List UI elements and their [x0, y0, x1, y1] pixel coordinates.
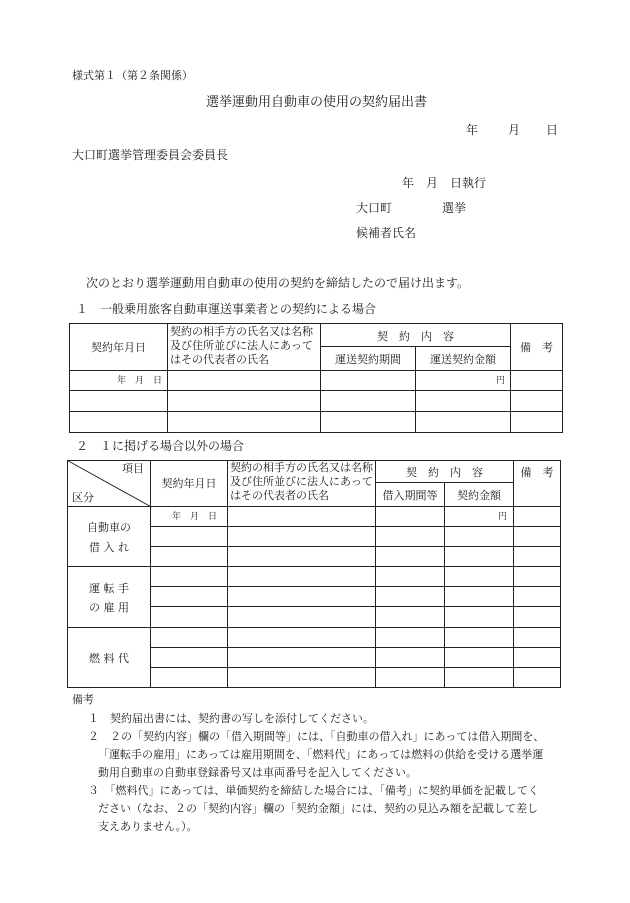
s2-col-party: 契約の相手方の氏名又は名称及び住所並びに法人にあってはその代表者の氏名	[230, 461, 373, 502]
s1-col-party: 契約の相手方の氏名又は名称及び住所並びに法人にあってはその代表者の氏名	[170, 325, 313, 366]
s1-row-yen: 円	[496, 376, 506, 386]
note-3-line1: ３ 「燃料代」にあっては、単価契約を締結した場合には、「備考」に契約単価を記載してく	[88, 784, 539, 797]
note-2-line2: 「運転手の雇用」にあっては雇用期間を、「燃料代」にあっては燃料の供給を受ける選挙運	[98, 748, 544, 761]
s2-col-period: 借入期間等	[382, 489, 438, 502]
s1-col-amount: 運送契約金額	[430, 353, 496, 366]
s2-col-kubun: 区分	[72, 491, 94, 504]
s2-col-item: 項目	[122, 462, 144, 475]
group-car-rental-line1: 自動車の	[87, 521, 131, 534]
s2-col-date: 契約年月日	[161, 477, 217, 490]
s1-col-contract: 契 約 内 容	[377, 330, 454, 343]
group-driver-line1: 運 転 手	[89, 582, 129, 595]
note-3-line3: 支えありません。）。	[98, 820, 198, 833]
s1-col-date: 契約年月日	[91, 341, 146, 354]
election-town: 大口町	[356, 201, 393, 215]
section1-heading: １ 一般乗用旅客自動車運送事業者との契約による場合	[76, 302, 377, 316]
intro-text: 次のとおり選挙運動用自動車の使用の契約を締結したので届け出ます。	[86, 276, 470, 290]
s2-col-contract: 契 約 内 容	[406, 466, 483, 479]
addressee: 大口町選挙管理委員会委員長	[72, 148, 229, 162]
group-car-rental-line2: 借 入 れ	[89, 541, 129, 554]
date-month: 月	[508, 123, 521, 137]
note-2-line1: ２ ２の「契約内容」欄の「借入期間等」には、「自動車の借入れ」にあっては借入期間を、	[88, 730, 545, 743]
s2-row-yen: 円	[498, 512, 508, 522]
group-driver-line2: の 雇 用	[89, 601, 129, 614]
s2-col-amount: 契約金額	[457, 489, 501, 502]
form-number: 様式第１（第２条関係）	[72, 69, 193, 82]
date-day: 日	[546, 123, 559, 137]
section2-heading: ２ １に掲げる場合以外の場合	[76, 439, 245, 453]
note-1: １ 契約届出書には、契約書の写しを添付してください。	[88, 712, 374, 725]
date-year: 年	[466, 123, 479, 137]
s1-col-note: 備 考	[520, 341, 553, 354]
s2-row-date: 年 月 日	[172, 512, 218, 522]
group-fuel: 燃 料 代	[89, 652, 129, 665]
s2-col-note: 備 考	[520, 466, 554, 479]
election-word: 選挙	[442, 201, 467, 215]
document-title: 選挙運動用自動車の使用の契約届出書	[206, 95, 428, 110]
s1-row-date: 年 月 日	[117, 376, 163, 386]
note-3-line2: ださい（なお、２の「契約内容」欄の「契約金額」には、契約の見込み額を記載して差し	[98, 802, 538, 815]
s1-col-period: 運送契約期間	[335, 353, 401, 366]
note-2-line3: 動用自動車の自動車登録番号又は車両番号を記入してください。	[98, 766, 417, 779]
candidate-name-label: 候補者氏名	[356, 226, 417, 240]
notes-heading: 備考	[72, 693, 94, 706]
election-date: 年 月 日執行	[402, 176, 487, 190]
